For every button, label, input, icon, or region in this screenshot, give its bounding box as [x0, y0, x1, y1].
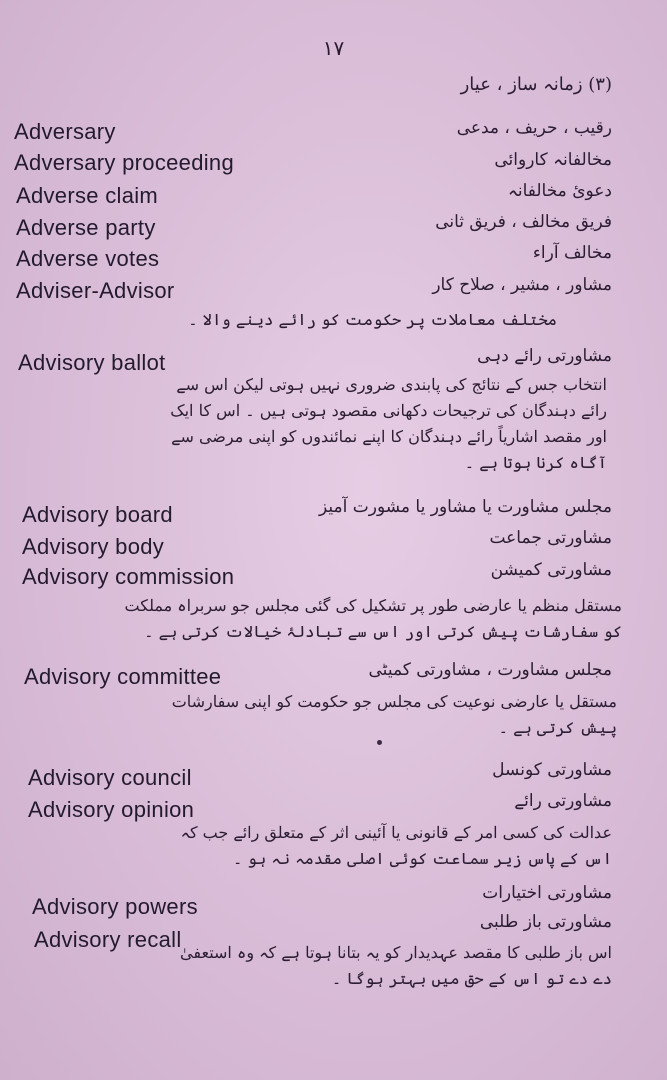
urdu-advisory-ballot: مشاورتی رائے دہی — [477, 346, 612, 366]
entry-heading-continuation: (۳) زمانہ ساز ، عیار — [460, 74, 612, 95]
desc-advisory-ballot — [170, 372, 607, 476]
desc-recall-line: اس باز طلبی کا مقصد عہدیدار کو یہ بتانا ہوتا ہے کہ وہ استعفیٰ — [180, 943, 612, 962]
term-adversary: Adversary — [14, 119, 116, 144]
desc-advisory-opinion — [181, 820, 612, 872]
term-advisory-body: Advisory body — [22, 534, 165, 559]
desc-ballot-line: آگاہ کرنا ہوتا ہے ۔ — [464, 453, 607, 472]
desc-commission-line: مستقل منظم یا عارضی طور پر تشکیل کی گئی مجلس جو سربراہ مملکت — [124, 596, 622, 615]
urdu-advisory-opinion: مشاورتی رائے — [514, 791, 612, 811]
urdu-advisory-committee: مجلس مشاورت ، مشاورتی کمیٹی — [368, 660, 612, 680]
desc-opinion-line: عدالت کی کسی امر کے قانونی یا آئینی اثر کے متعلق رائے جب کہ — [180, 823, 612, 842]
urdu-advisory-council: مشاورتی کونسل — [492, 760, 612, 780]
term-advisory-committee: Advisory committee — [24, 664, 222, 689]
urdu-advisory-body: مشاورتی جماعت — [489, 528, 612, 548]
urdu-advisory-powers: مشاورتی اختیارات — [482, 883, 612, 903]
urdu-adversary-proceeding: مخالفانہ کاروائی — [494, 150, 612, 170]
term-advisory-powers: Advisory powers — [32, 894, 198, 919]
ink-speck — [377, 740, 382, 745]
term-adverse-party: Adverse party — [16, 215, 156, 240]
desc-advisory-committee — [172, 689, 617, 741]
urdu-adverse-votes: مخالف آراء — [532, 243, 612, 263]
desc-opinion-line: اس کے پاس زیر سماعت کوئی اصلی مقدمہ نہ ہو ۔ — [233, 849, 612, 868]
term-adverse-claim: Adverse claim — [16, 183, 159, 208]
term-advisory-opinion: Advisory opinion — [28, 797, 195, 822]
term-advisory-ballot: Advisory ballot — [18, 350, 166, 375]
desc-commission-line: کو سفارشات پیش کرتی اور اس سے تبادلۂ خیالات کرتی ہے ۔ — [144, 622, 622, 641]
term-adverse-votes: Adverse votes — [16, 246, 160, 271]
term-advisory-board: Advisory board — [22, 502, 173, 527]
term-adviser-advisor: Adviser-Advisor — [16, 278, 175, 303]
term-advisory-council: Advisory council — [28, 765, 192, 790]
term-advisory-recall: Advisory recall — [34, 927, 182, 952]
desc-recall-line: دے دے تو اس کے حق میں بہتر ہوگا ۔ — [331, 969, 612, 988]
urdu-adviser-advisor: مشاور ، مشیر ، صلاح کار — [432, 275, 612, 295]
desc-ballot-line: انتخاب جس کے نتائج کی پابندی ضروری نہیں ہوتی لیکن اس سے — [176, 375, 607, 394]
page-number: ۱۷ — [322, 36, 345, 60]
urdu-advisory-board: مجلس مشاورت یا مشاور یا مشورت آمیز — [319, 497, 612, 517]
urdu-advisory-recall: مشاورتی باز طلبی — [479, 912, 612, 932]
term-adversary-proceeding: Adversary proceeding — [14, 150, 235, 175]
desc-adviser — [188, 307, 557, 333]
desc-adviser-line: مختلف معاملات پر حکومت کو رائے دینے والا ۔ — [188, 310, 557, 329]
urdu-adverse-claim: دعوئ مخالفانہ — [507, 181, 612, 201]
desc-advisory-commission — [125, 593, 622, 645]
desc-committee-line: پیش کرتی ہے ۔ — [498, 718, 617, 737]
desc-committee-line: مستقل یا عارضی نوعیت کی مجلس جو حکومت کو اپنی سفارشات — [171, 692, 617, 711]
desc-advisory-recall — [180, 940, 612, 992]
urdu-advisory-commission: مشاورتی کمیشن — [490, 560, 612, 580]
desc-ballot-line: اور مقصد اشاریاً رائے دہندگان کا اپنے نمائندوں کو اپنی مرضی سے — [171, 427, 607, 446]
term-advisory-commission: Advisory commission — [22, 564, 235, 589]
urdu-adversary: رقیب ، حریف ، مدعی — [456, 118, 612, 138]
desc-ballot-line: رائے دہندگان کی ترجیحات دکھانی مقصود ہوتی ہیں ۔ اس کا ایک — [170, 401, 607, 420]
urdu-adverse-party: فریق مخالف ، فریق ثانی — [435, 212, 612, 232]
